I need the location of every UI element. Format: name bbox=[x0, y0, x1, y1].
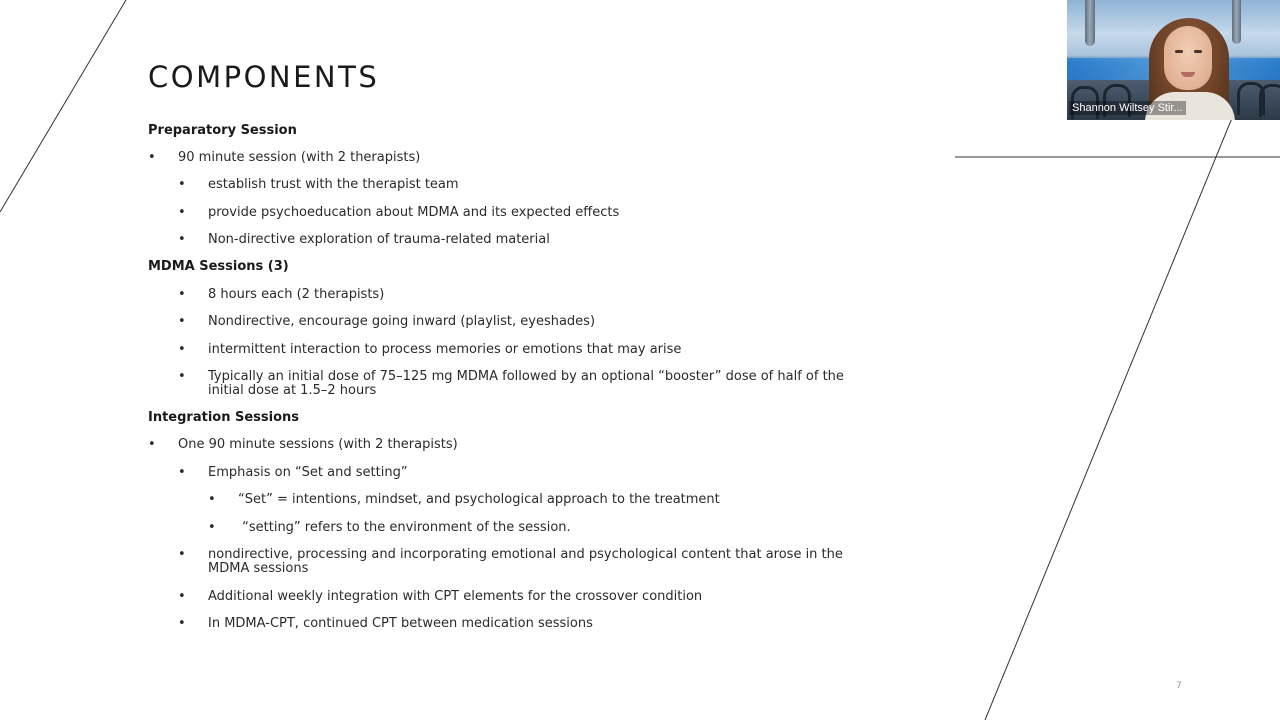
list-item-text: Non-directive exploration of trauma-related material bbox=[208, 232, 550, 247]
list-item bbox=[178, 314, 858, 329]
decor-line-left bbox=[0, 0, 126, 212]
list-item bbox=[178, 589, 858, 604]
list-item-text: 8 hours each (2 therapists) bbox=[208, 287, 385, 302]
bullet: • bbox=[208, 520, 216, 535]
list-item-text: Additional weekly integration with CPT elements for the crossover condition bbox=[208, 589, 703, 604]
list-item bbox=[178, 616, 858, 631]
list-item bbox=[178, 369, 858, 398]
bullet: • bbox=[178, 589, 186, 604]
lounge-chair-shape bbox=[1259, 84, 1280, 117]
list-item-text: Nondirective, encourage going inward (playlist, eyeshades) bbox=[208, 314, 596, 329]
bullet: • bbox=[208, 492, 216, 507]
umbrella-shape bbox=[1232, 0, 1241, 44]
decor-line-right bbox=[985, 118, 1232, 720]
list-item-text: Typically an initial dose of 75–125 mg MDMA followed by an optional “booster” dose of half of the initial dose at 1.5–2 hours bbox=[208, 369, 844, 398]
slide-title: COMPONENTS bbox=[148, 60, 380, 94]
eye-shape bbox=[1194, 50, 1202, 53]
participant-face bbox=[1164, 26, 1212, 90]
section-heading-integration: Integration Sessions bbox=[148, 410, 300, 425]
participant-name-label: Shannon Wiltsey Stir... bbox=[1069, 101, 1186, 115]
bullet: • bbox=[178, 616, 186, 631]
bullet: • bbox=[178, 465, 186, 480]
list-item-text: provide psychoeducation about MDMA and its expected effects bbox=[208, 205, 620, 220]
bullet: • bbox=[148, 150, 156, 165]
list-item bbox=[178, 287, 858, 302]
list-item-text: One 90 minute sessions (with 2 therapists) bbox=[178, 437, 458, 452]
bullet: • bbox=[148, 437, 156, 452]
list-item bbox=[178, 547, 858, 576]
list-item bbox=[178, 232, 858, 247]
list-item bbox=[178, 205, 858, 220]
bullet: • bbox=[178, 342, 186, 357]
list-item-text: nondirective, processing and incorporating emotional and psychological content that arose in the MDMA sessions bbox=[208, 547, 843, 576]
list-item-text: “Set” = intentions, mindset, and psychological approach to the treatment bbox=[238, 492, 720, 507]
section-heading-mdma-sessions: MDMA Sessions (3) bbox=[148, 259, 289, 274]
list-item-text: establish trust with the therapist team bbox=[208, 177, 459, 192]
bullet: • bbox=[178, 205, 186, 220]
list-item-text: 90 minute session (with 2 therapists) bbox=[178, 150, 421, 165]
bullet: • bbox=[178, 547, 186, 562]
list-item bbox=[178, 177, 858, 192]
list-item-text: intermittent interaction to process memories or emotions that may arise bbox=[208, 342, 682, 357]
bullet: • bbox=[178, 177, 186, 192]
bullet: • bbox=[178, 369, 186, 384]
list-item-text: “setting” refers to the environment of the session. bbox=[238, 520, 571, 535]
list-item bbox=[178, 465, 858, 480]
list-item-text: In MDMA-CPT, continued CPT between medication sessions bbox=[208, 616, 593, 631]
bullet: • bbox=[178, 314, 186, 329]
eye-shape bbox=[1175, 50, 1183, 53]
list-item bbox=[208, 492, 888, 507]
page-number: 7 bbox=[1176, 681, 1182, 691]
list-item bbox=[208, 520, 888, 535]
bullet: • bbox=[178, 232, 186, 247]
umbrella-shape bbox=[1085, 0, 1095, 46]
section-heading-preparatory: Preparatory Session bbox=[148, 123, 297, 138]
participant-video-tile[interactable] bbox=[1067, 0, 1280, 120]
list-item bbox=[178, 342, 858, 357]
list-item-text: Emphasis on “Set and setting” bbox=[208, 465, 408, 480]
bullet: • bbox=[178, 287, 186, 302]
list-item bbox=[148, 150, 828, 165]
list-item bbox=[148, 437, 828, 452]
